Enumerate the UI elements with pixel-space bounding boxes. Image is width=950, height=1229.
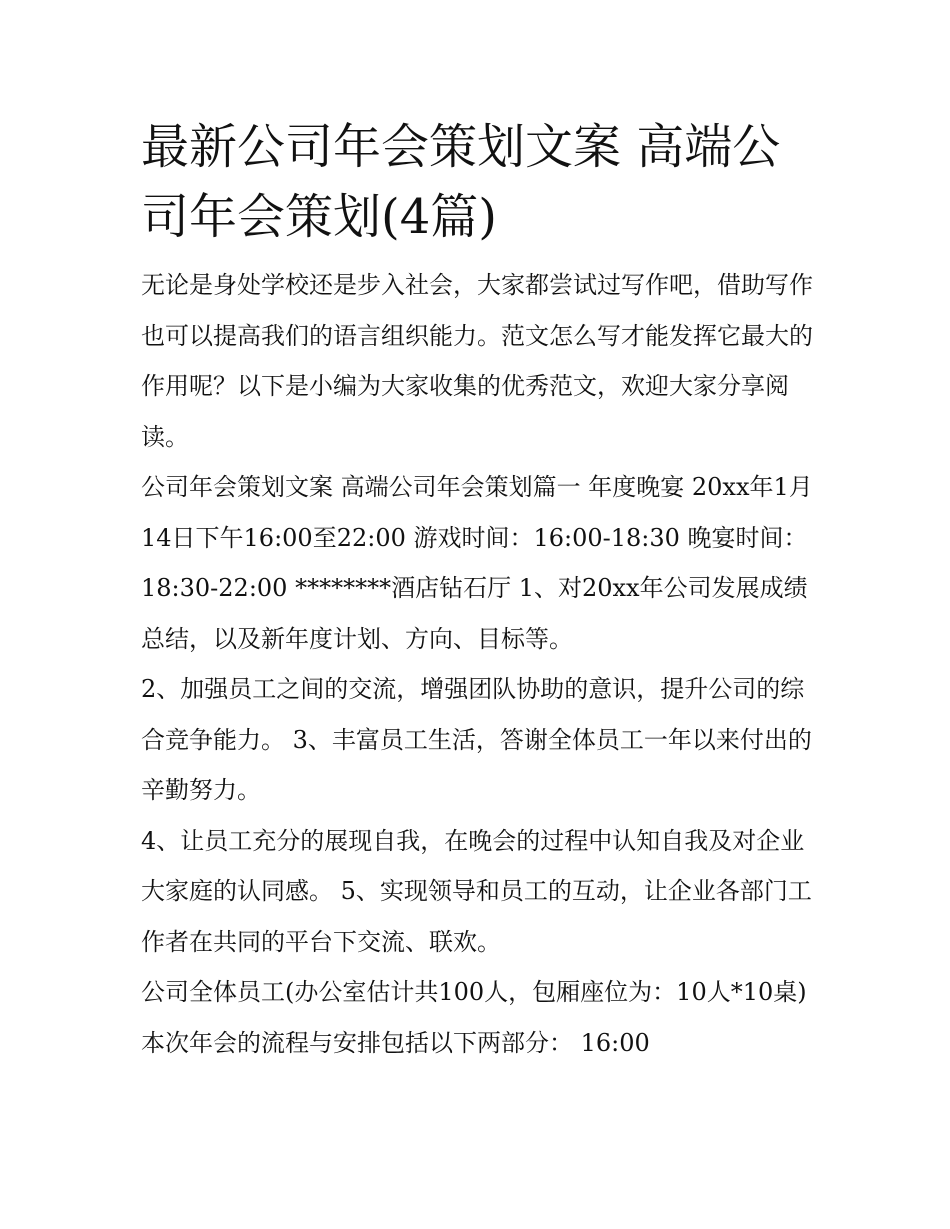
- paragraph-intro: 无论是身处学校还是步入社会，大家都尝试过写作吧，借助写作也可以提高我们的语言组织能力。范文怎么写才能发挥它最大的作用呢？以下是小编为大家收集的优秀范文，欢迎大家分享阅读。: [141, 271, 813, 451]
- paragraph-participants: 公司全体员工(办公室估计共100人，包厢座位为：10人*10桌) 本次年会的流程与安排包括以下两部分： 16:00: [141, 978, 807, 1057]
- paragraph-goals-4-5: 4、让员工充分的展现自我，在晚会的过程中认知自我及对企业大家庭的认同感。 5、实现领导和员工的互动，让企业各部门工作者在共同的平台下交流、联欢。: [141, 826, 812, 956]
- paragraph-goals-2-3: 2、加强员工之间的交流，增强团队协助的意识，提升公司的综合竞争能力。 3、丰富员工生活，答谢全体员工一年以来付出的辛勤努力。: [141, 675, 812, 804]
- document-body: [141, 112, 813, 1068]
- document-title: 最新公司年会策划文案 高端公司年会策划(4篇): [141, 119, 781, 245]
- paragraph-event-schedule: 公司年会策划文案 高端公司年会策划篇一 年度晚宴 20xx年1月14日下午16:00至22:00 游戏时间：16:00-18:30 晚宴时间：18:30-22:00 ********酒店钻石厅 1、对20xx年公司发展成绩总结，以及新年度计划、方向、目标等。: [141, 473, 813, 653]
